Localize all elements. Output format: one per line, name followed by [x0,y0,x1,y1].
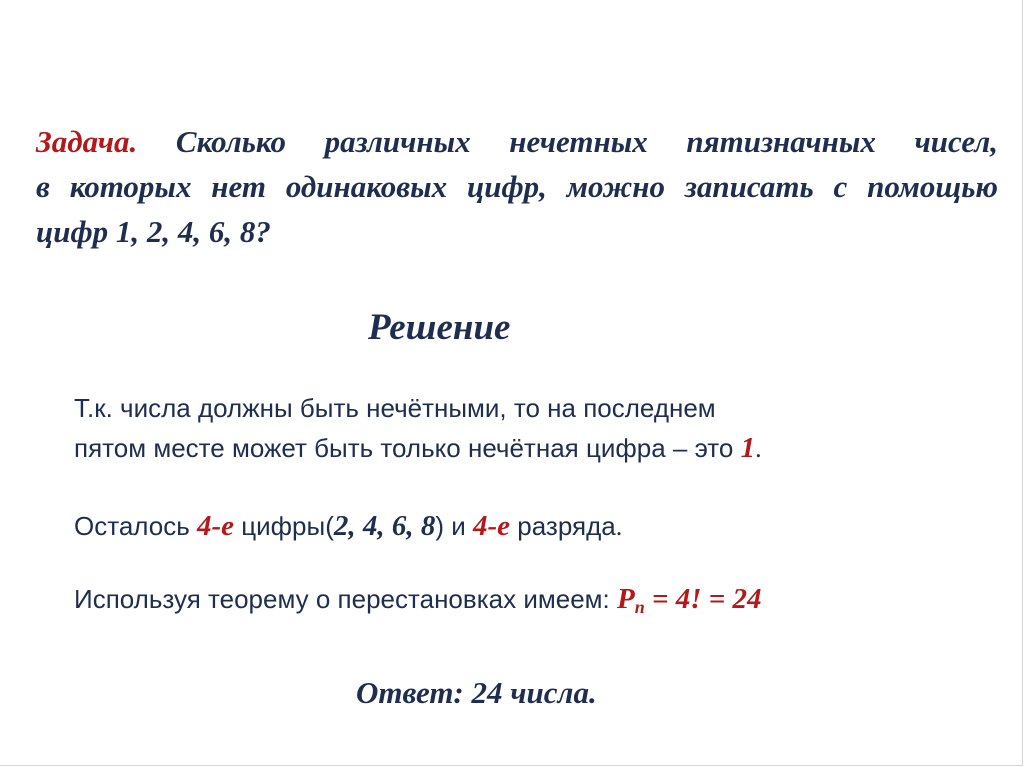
solution-heading: Решение [368,307,511,348]
remaining-digits: 2, 4, 6, 8 [333,510,436,542]
paragraph-1-line-2 [74,428,762,469]
solution-paragraph-1 [74,388,762,469]
paragraph-2-period: . [615,512,623,541]
task-line-2: в которых нет одинаковых цифр, можно записать с помощью [36,169,998,204]
paragraph-2-part-1: Осталось [74,511,197,541]
formula-result: = 4! = 24 [644,583,762,615]
solution-paragraph-3 [74,579,762,627]
remaining-places-count: 4-е [473,510,511,542]
paragraph-1-line-1: Т.к. числа должны быть нечётными, то на последнем [74,393,716,423]
task-line-1-text: Сколько различных нечетных пятизначных чисел, [175,124,999,159]
solution-paragraph-2 [74,506,622,547]
paragraph-2-part-3: ) и [435,511,474,541]
permutation-formula [617,583,762,615]
task-line-1 [36,119,998,164]
task-label: Задача. [36,124,138,159]
paragraph-1-period: . [755,434,762,463]
odd-digit: 1 [740,432,756,464]
paragraph-1-line-2-text: пятом месте может быть только нечётная цифра – это [74,433,741,463]
paragraph-2-part-4: разряда [510,511,616,541]
remaining-digits-count: 4-е [197,510,235,542]
answer: Ответ: 24 числа. [356,675,597,710]
paragraph-2-part-2: цифры( [234,511,334,541]
formula-subscript: n [634,597,645,617]
paragraph-3-text: Используя теорему о перестановках имеем: [74,584,617,614]
task-statement [36,119,998,254]
task-line-3: цифр 1, 2, 4, 6, 8? [36,214,271,249]
formula-p: P [616,583,635,615]
